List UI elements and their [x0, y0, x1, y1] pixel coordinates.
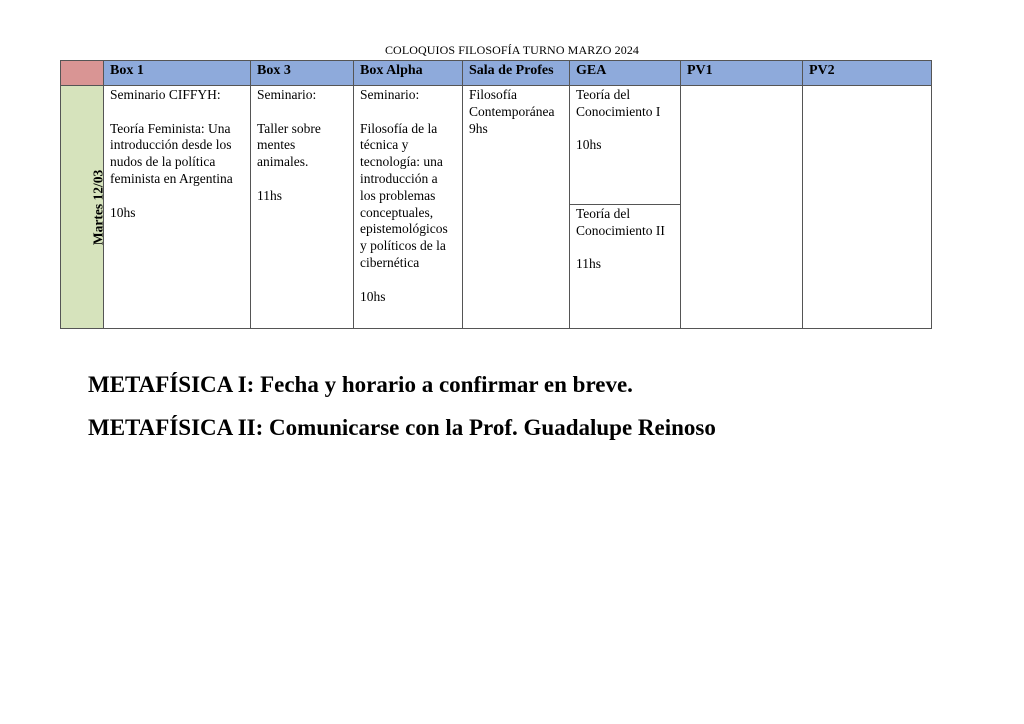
table-row [61, 86, 932, 205]
cell-box-alpha: Seminario: Filosofía de la técnica y tecnología: una introducción a los problemas conceptuales, epistemológicos y políticos de la cibernética 10hs [354, 86, 463, 329]
cell-pv2 [803, 86, 932, 329]
day-cell [61, 86, 104, 329]
header-box-1: Box 1 [104, 61, 251, 86]
day-label: Martes 12/03 [90, 169, 106, 245]
document-title: COLOQUIOS FILOSOFÍA TURNO MARZO 2024 [384, 43, 640, 57]
header-gea: GEA [570, 61, 681, 86]
cell-gea-bottom: Teoría del Conocimiento II 11hs [570, 205, 681, 329]
header-pv1: PV1 [681, 61, 803, 86]
schedule-table [60, 60, 932, 329]
cell-box-1: Seminario CIFFYH: Teoría Feminista: Una introducción desde los nudos de la política feminista en Argentina 10hs [104, 86, 251, 329]
cell-box-3: Seminario: Taller sobre mentes animales. 11hs [251, 86, 354, 329]
cell-pv1 [681, 86, 803, 329]
note-metafisica-2: METAFÍSICA II: Comunicarse con la Prof. Guadalupe Reinoso [88, 415, 716, 440]
cell-sala-de-profes: Filosofía Contemporánea 9hs [463, 86, 570, 329]
note-metafisica-1: METAFÍSICA I: Fecha y horario a confirmar en breve. [88, 372, 633, 397]
header-box-alpha: Box Alpha [354, 61, 463, 86]
header-sala-de-profes: Sala de Profes [463, 61, 570, 86]
cell-gea-top: Teoría del Conocimiento I 10hs [570, 86, 681, 205]
header-row [61, 61, 932, 86]
header-pv2: PV2 [803, 61, 932, 86]
header-corner-cell [61, 61, 104, 86]
header-box-3: Box 3 [251, 61, 354, 86]
